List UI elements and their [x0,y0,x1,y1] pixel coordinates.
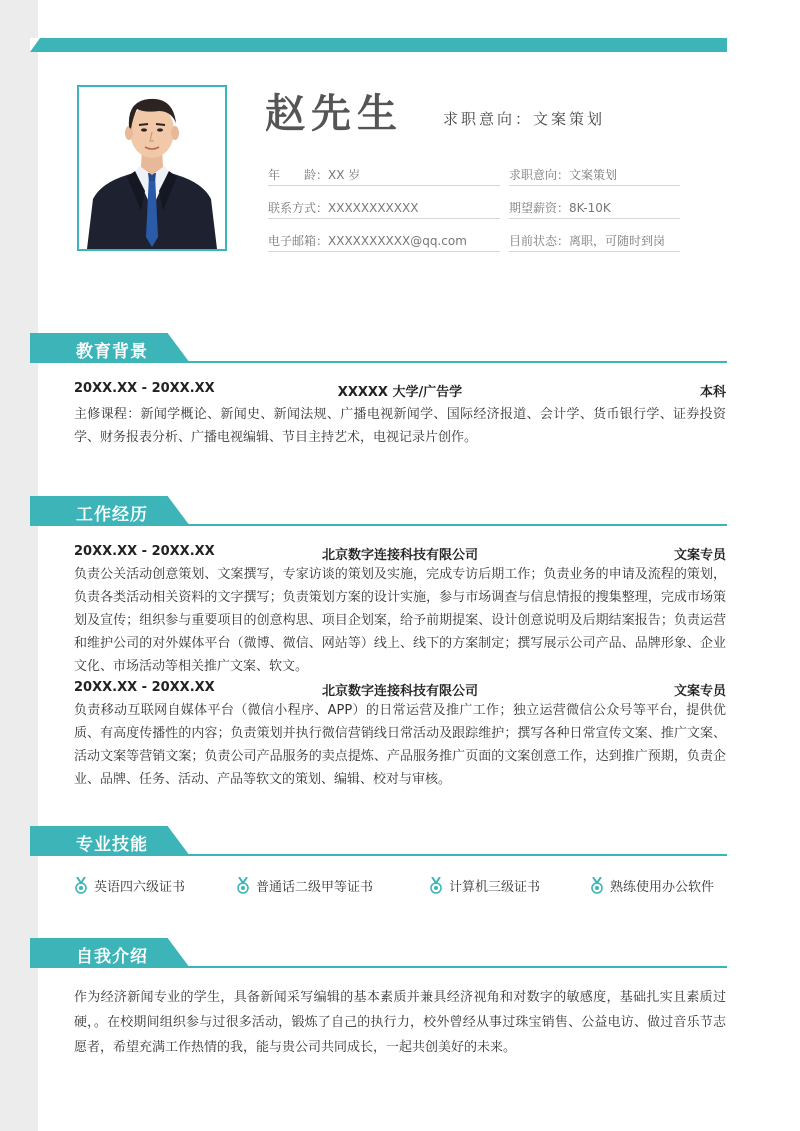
info-age: 年 龄：XX 岁 [268,164,500,186]
work-entry-header [74,544,726,564]
work-company: 北京数字连接科技有限公司 [321,548,478,563]
info-row [268,164,680,197]
work-title: 文案专员 [673,548,726,563]
education-summary [74,381,726,401]
education-degree: 本科 [699,385,726,400]
info-job-target: 求职意向：文案策划 [509,164,680,186]
medal-icon [74,877,88,894]
work-date: 20XX.XX - 20XX.XX [74,680,215,695]
skill-item: 普通话二级甲等证书 [236,876,373,896]
medal-icon [236,877,250,894]
work-date: 20XX.XX - 20XX.XX [74,544,215,559]
education-courses: 主修课程：新闻学概论、新闻史、新闻法规、广播电视新闻学、国际经济报道、会计学、货币银行学、证券投资学、财务报表分析、广播电视编辑、节目主持艺术，电视记录片创作。 [74,407,726,445]
work-entry-header [74,680,726,700]
info-salary: 期望薪资：8K-10K [509,197,680,219]
work-company: 北京数字连接科技有限公司 [321,684,478,699]
info-row [268,230,680,263]
info-row [268,197,680,230]
top-accent-bar [30,38,727,52]
skill-item: 计算机三级证书 [429,876,540,896]
education-date: 20XX.XX - 20XX.XX [74,381,215,396]
work-title: 文案专员 [673,684,726,699]
info-email: 电子邮箱：XXXXXXXXXX@qq.com [268,230,500,252]
avatar [79,87,225,249]
self-introduction: 作为经济新闻专业的学生，具备新闻采写编辑的基本素质并兼具经济视角和对数字的敏感度，基础扎实且素质过硬，。在校期间组织参与过很多活动，锻炼了自己的执行力，校外曾经从事过珠宝销售、公益电访、做过音乐节志愿者，希望充满工作热情的我，能与贵公司共同成长，一起共创美好的未来。 [74,990,726,1055]
section-education-header [30,333,727,363]
section-work-header [30,496,727,526]
section-title: 教育背景 [76,342,148,362]
candidate-name: 赵先生 [265,91,403,137]
section-skills-header [30,826,727,856]
medal-icon [590,877,604,894]
skill-item: 熟练使用办公软件 [590,876,714,896]
basic-info [268,164,680,263]
medal-icon [429,877,443,894]
info-phone: 联系方式：XXXXXXXXXXX [268,197,500,219]
education-school: XXXXX 大学/广告学 [337,385,463,400]
skill-item: 英语四六级证书 [74,876,185,896]
section-title: 自我介绍 [76,947,148,967]
skills-list [74,876,726,896]
section-intro-header [30,938,727,968]
profile-photo [77,85,227,251]
info-status: 目前状态：离职，可随时到岗 [509,230,680,252]
section-title: 工作经历 [76,505,148,525]
work-description: 负责移动互联网自媒体平台（微信小程序、APP）的日常运营及推广工作；独立运营微信公众号等平台，提供优质、有高度传播性的内容；负责策划并执行微信营销线日常活动及跟踪维护；撰写各种日常宣传文案、推广文案、活动文案等营销文案；负责公司产品服务的卖点提炼、产品服务推广页面的文案创意工作，达到推广预期，负责企业、品牌、任务、活动、产品等软文的策划、编辑、校对与审核。 [74,703,726,787]
work-description: 负责公关活动创意策划、文案撰写，专家访谈的策划及实施，完成专访后期工作；负责业务的申请及流程的策划，负责各类活动相关资料的文字撰写；负责策划方案的设计实施，参与市场调查与信息情报的搜集整理，完成市场策划及宣传；组织参与重要项目的创意构思、项目企划案，给予前期提案、设计创意说明及后期结案报告；负责运营和维护公司的对外媒体平台（微博、微信、网站等）线上、线下的方案制定；撰写展示公司产品、品牌形象、企业文化、市场活动等相关推广文案、软文。 [74,567,726,674]
section-title: 专业技能 [76,835,148,855]
job-target: 求职意向：文案策划 [443,110,606,128]
